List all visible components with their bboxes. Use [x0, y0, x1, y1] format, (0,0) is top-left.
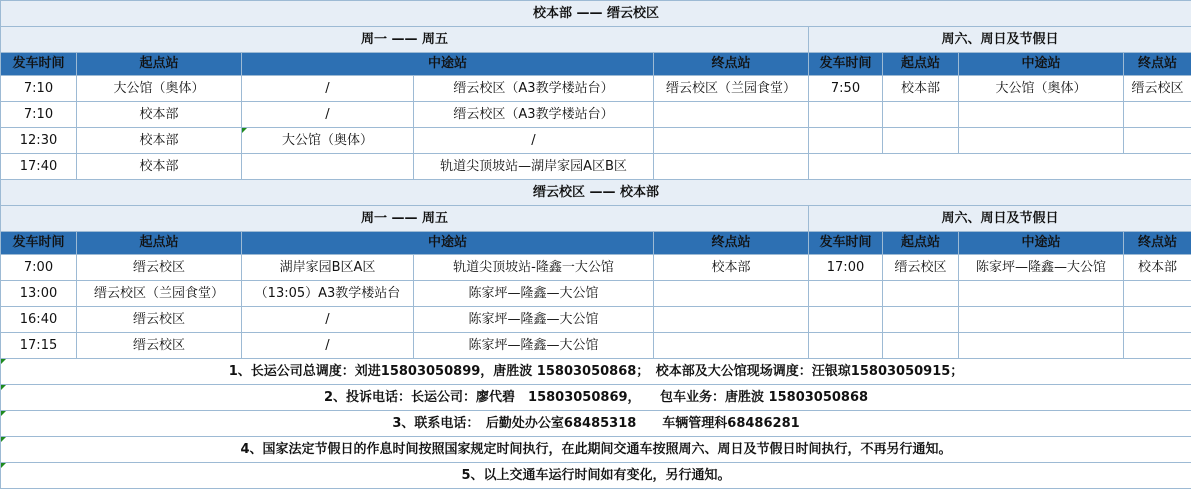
note-row	[1, 385, 1191, 411]
start-cell: 缙云校区	[77, 333, 242, 359]
weekend-end-cell	[1124, 128, 1191, 154]
end-cell	[654, 281, 809, 307]
mid2-cell: 陈家坪—隆鑫—大公馆	[414, 307, 654, 333]
mid2-cell: /	[414, 128, 654, 154]
weekend-end-cell: 缙云校区	[1124, 76, 1191, 102]
note-dispatch-contacts: 1、长运公司总调度：刘进15803050899，唐胜波 15803050868； 校本部及大公馆现场调度：汪银琼15803050915；	[1, 359, 1191, 385]
mid2-cell: 轨道尖顶坡站-隆鑫一大公馆	[414, 255, 654, 281]
table-row	[1, 281, 1191, 307]
note-holiday-policy: 4、国家法定节假日的作息时间按照国家规定时间执行，在此期间交通车按照周六、周日及节假日时间执行，不再另行通知。	[1, 437, 1191, 463]
end-cell	[654, 102, 809, 128]
weekend-mid-cell: 大公馆（奥体）	[959, 76, 1124, 102]
header-row	[1, 53, 1191, 76]
time-cell: 7:10	[1, 102, 77, 128]
weekend-mid-cell: 陈家坪—隆鑫—大公馆	[959, 255, 1124, 281]
header-start-weekend: 起点站	[883, 53, 959, 76]
start-cell: 大公馆（奥体）	[77, 76, 242, 102]
weekend-end-cell	[1124, 307, 1191, 333]
note-row	[1, 463, 1191, 489]
period-row	[1, 206, 1191, 232]
time-cell: 7:10	[1, 76, 77, 102]
end-cell	[654, 154, 809, 180]
start-cell: 缙云校区	[77, 307, 242, 333]
note-row	[1, 359, 1191, 385]
header-time-weekend: 发车时间	[809, 232, 883, 255]
mid2-cell: 陈家坪—隆鑫—大公馆	[414, 281, 654, 307]
section-title: 校本部 —— 缙云校区	[1, 1, 1191, 27]
end-cell	[654, 307, 809, 333]
header-mid-weekend: 中途站	[959, 232, 1124, 255]
header-end-weekend: 终点站	[1124, 232, 1191, 255]
header-end: 终点站	[654, 232, 809, 255]
weekend-end-cell	[1124, 102, 1191, 128]
weekend-mid-cell	[959, 307, 1124, 333]
header-mid: 中途站	[242, 53, 654, 76]
mid1-cell: /	[242, 76, 414, 102]
mid1-cell: 湖岸家园B区A区	[242, 255, 414, 281]
table-row	[1, 154, 1191, 180]
header-start: 起点站	[77, 53, 242, 76]
mid2-cell: 陈家坪—隆鑫—大公馆	[414, 333, 654, 359]
empty-cell	[809, 154, 1191, 180]
mid1-cell: （13:05）A3教学楼站台	[242, 281, 414, 307]
time-cell: 16:40	[1, 307, 77, 333]
mid1-cell: /	[242, 102, 414, 128]
weekend-start-cell: 缙云校区	[883, 255, 959, 281]
period-row	[1, 27, 1191, 53]
mid2-cell: 缙云校区（A3教学楼站台）	[414, 102, 654, 128]
header-row	[1, 232, 1191, 255]
weekend-time-cell	[809, 281, 883, 307]
note-schedule-change: 5、以上交通车运行时间如有变化，另行通知。	[1, 463, 1191, 489]
weekend-start-cell	[883, 281, 959, 307]
weekend-time-cell	[809, 128, 883, 154]
weekend-mid-cell	[959, 102, 1124, 128]
table-row	[1, 76, 1191, 102]
weekend-end-cell: 校本部	[1124, 255, 1191, 281]
weekend-start-cell	[883, 128, 959, 154]
start-cell: 缙云校区（兰园食堂）	[77, 281, 242, 307]
note-row	[1, 437, 1191, 463]
weekend-time-cell: 7:50	[809, 76, 883, 102]
weekend-end-cell	[1124, 281, 1191, 307]
start-cell: 校本部	[77, 154, 242, 180]
header-start-weekend: 起点站	[883, 232, 959, 255]
note-complaint-phone: 2、投诉电话：长运公司：廖代碧 15803050869， 包车业务：唐胜波 15803050868	[1, 385, 1191, 411]
mid1-cell: /	[242, 333, 414, 359]
weekdays-label: 周一 —— 周五	[1, 206, 809, 232]
weekend-start-cell: 校本部	[883, 76, 959, 102]
table-row	[1, 128, 1191, 154]
weekend-time-cell: 17:00	[809, 255, 883, 281]
time-cell: 12:30	[1, 128, 77, 154]
weekdays-label: 周一 —— 周五	[1, 27, 809, 53]
header-time: 发车时间	[1, 232, 77, 255]
weekend-mid-cell	[959, 333, 1124, 359]
end-cell: 缙云校区（兰园食堂）	[654, 76, 809, 102]
time-cell: 7:00	[1, 255, 77, 281]
weekend-mid-cell	[959, 281, 1124, 307]
header-end-weekend: 终点站	[1124, 53, 1191, 76]
weekend-time-cell	[809, 333, 883, 359]
weekend-mid-cell	[959, 128, 1124, 154]
time-cell: 17:40	[1, 154, 77, 180]
note-contact-phone: 3、联系电话： 后勤处办公室68485318 车辆管理科68486281	[1, 411, 1191, 437]
table-row	[1, 255, 1191, 281]
header-start: 起点站	[77, 232, 242, 255]
table-row	[1, 102, 1191, 128]
end-cell: 校本部	[654, 255, 809, 281]
header-end: 终点站	[654, 53, 809, 76]
start-cell: 缙云校区	[77, 255, 242, 281]
table-row	[1, 333, 1191, 359]
note-row	[1, 411, 1191, 437]
weekend-label: 周六、周日及节假日	[809, 206, 1191, 232]
time-cell: 17:15	[1, 333, 77, 359]
weekend-time-cell	[809, 102, 883, 128]
weekend-time-cell	[809, 307, 883, 333]
start-cell: 校本部	[77, 102, 242, 128]
weekend-start-cell	[883, 307, 959, 333]
mid1-cell: 大公馆（奥体）	[242, 128, 414, 154]
weekend-label: 周六、周日及节假日	[809, 27, 1191, 53]
start-cell: 校本部	[77, 128, 242, 154]
weekend-start-cell	[883, 102, 959, 128]
mid2-cell: 缙云校区（A3教学楼站台）	[414, 76, 654, 102]
mid1-cell: /	[242, 307, 414, 333]
end-cell	[654, 333, 809, 359]
header-time: 发车时间	[1, 53, 77, 76]
section-title: 缙云校区 —— 校本部	[1, 180, 1191, 206]
weekend-end-cell	[1124, 333, 1191, 359]
weekend-start-cell	[883, 333, 959, 359]
header-mid-weekend: 中途站	[959, 53, 1124, 76]
table-row	[1, 307, 1191, 333]
section-title-row	[1, 1, 1191, 27]
section-title-row	[1, 180, 1191, 206]
header-mid: 中途站	[242, 232, 654, 255]
end-cell	[654, 128, 809, 154]
time-cell: 13:00	[1, 281, 77, 307]
header-time-weekend: 发车时间	[809, 53, 883, 76]
mid1-cell	[242, 154, 414, 180]
mid2-cell: 轨道尖顶坡站—湖岸家园A区B区	[414, 154, 654, 180]
